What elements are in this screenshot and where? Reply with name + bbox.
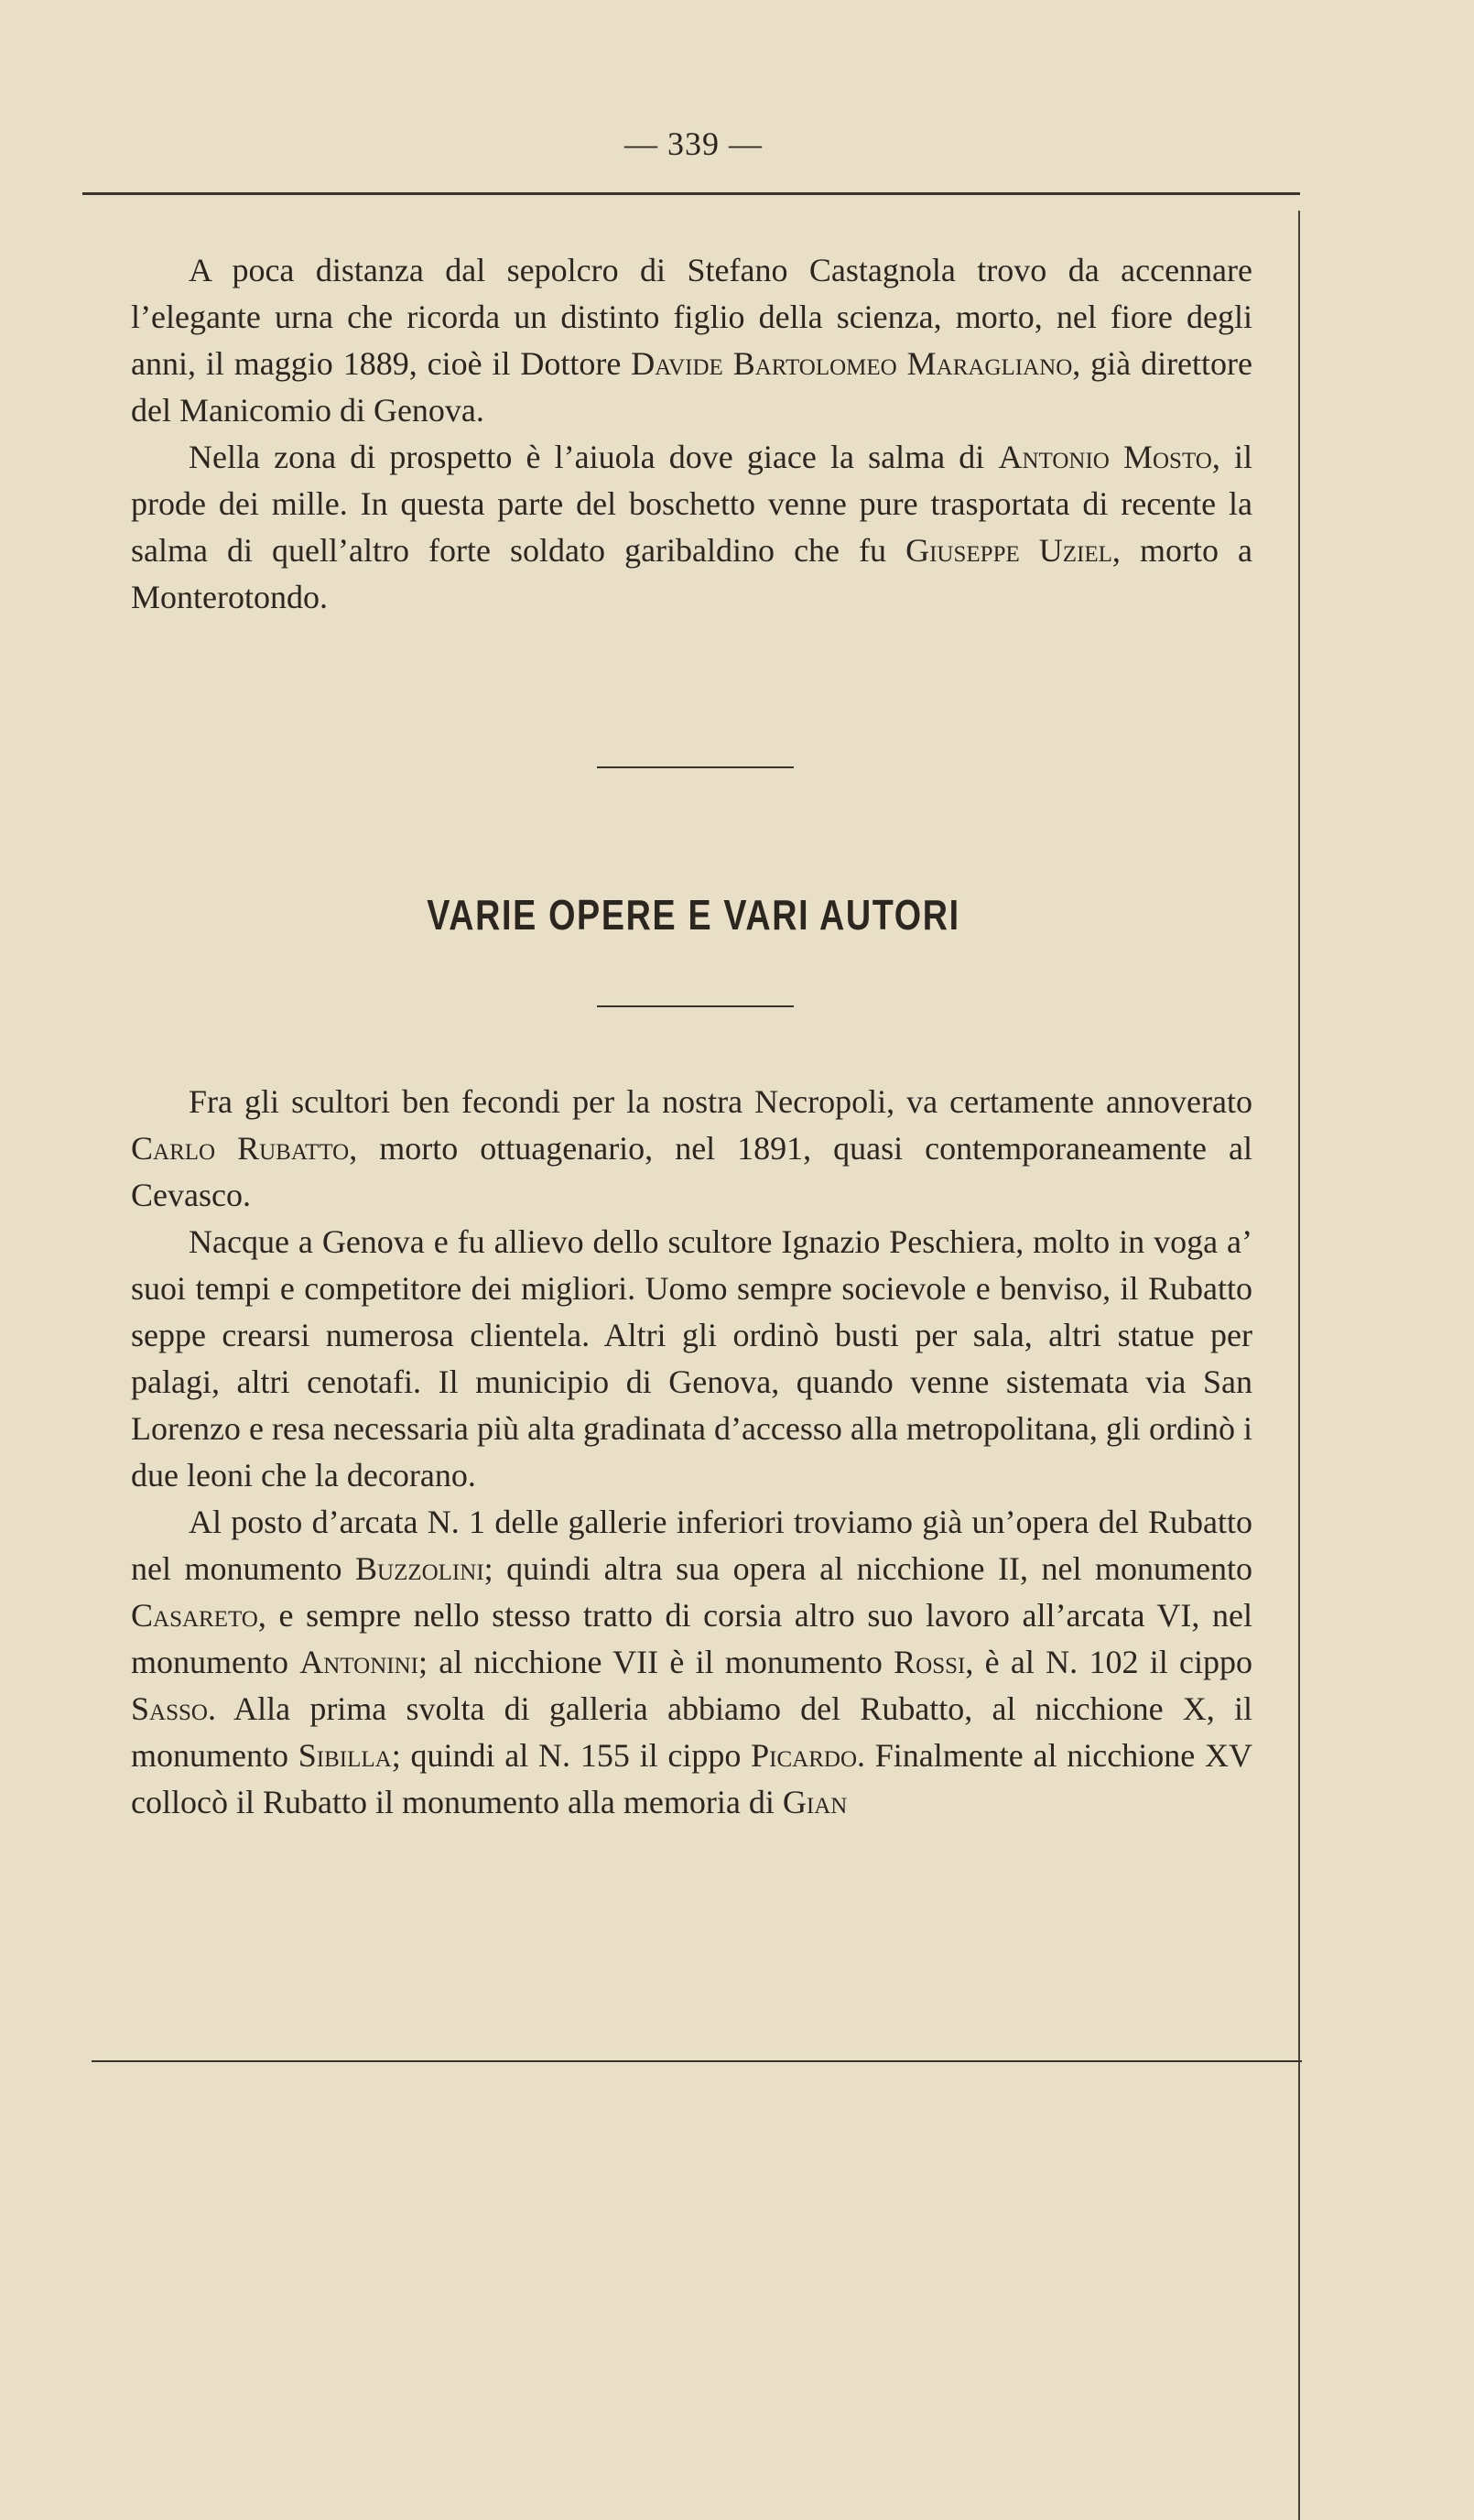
text-run: , e sempre nello stesso tratto di corsia altro suo lavoro all’arcata VI, nel monumento (131, 1597, 1252, 1680)
paragraph (131, 1219, 1252, 1499)
separator-rule-upper (597, 766, 794, 768)
text-run: . Finalmente al nicchione XV collocò il Rubatto il monumento alla memoria di (131, 1737, 1252, 1820)
text-run: , già direttore del Manicomio di Genova. (131, 345, 1253, 429)
text-run: ; quindi al N. 155 il cippo (391, 1737, 752, 1774)
proper-name: Casareto (131, 1597, 258, 1634)
text-run: A poca distanza dal sepolcro di Stefano Castagnola trovo da accennare l’elegante urna che ricorda un distinto figlio della scienza, morto, nel fiore degli anni, il maggio 1889, cioè il Dottore (131, 252, 1252, 382)
proper-name: Rossi (894, 1644, 966, 1680)
paragraph (131, 434, 1252, 621)
paragraph (131, 1499, 1252, 1826)
right-frame-rule (1298, 211, 1300, 2520)
section-1-text (131, 247, 1252, 621)
text-run: Al posto d’arcata N. 1 delle gallerie inferiori troviamo già un’opera del Rubatto nel monumento (131, 1504, 1252, 1587)
section-2-text (131, 1079, 1252, 1826)
proper-name: Giuseppe Uziel (905, 532, 1112, 569)
bottom-rule (92, 2060, 1302, 2062)
text-run: , morto a Monterotondo. (131, 532, 1252, 615)
proper-name: Picardo (751, 1737, 857, 1774)
page-number: — 339 — (624, 125, 763, 162)
text-run: , il prode dei mille. In questa parte del boschetto venne pure trasportata di recente la salma di quell’altro forte soldato garibaldino che fu (131, 439, 1253, 569)
proper-name: Buzzolini (355, 1550, 484, 1587)
paragraph (131, 247, 1252, 434)
proper-name: Carlo Rubatto (131, 1130, 350, 1167)
text-run: Fra gli scultori ben fecondi per la nostra Necropoli, va certamente annoverato (189, 1083, 1252, 1120)
text-run: , è al N. 102 il cippo (965, 1644, 1253, 1680)
separator-rule-lower (597, 1005, 794, 1007)
proper-name: Sibilla (298, 1737, 392, 1774)
proper-name: Antonini (299, 1644, 418, 1680)
proper-name: Sasso (131, 1690, 208, 1727)
section-heading: VARIE OPERE E VARI AUTORI (427, 891, 960, 939)
text-run: ; al nicchione VII è il monumento (417, 1644, 894, 1680)
proper-name: Davide Bartolomeo Maragliano (631, 345, 1073, 382)
text-run: Nella zona di prospetto è l’aiuola dove giace la salma di (189, 439, 999, 475)
proper-name: Gian (782, 1784, 848, 1820)
text-run: Nacque a Genova e fu allievo dello scultore Ignazio Peschiera, molto in voga a’ suoi tempi e competitore dei migliori. Uomo sempre socievole e benviso, il Rubatto seppe crearsi numerosa clientela. Altri gli ordinò busti per sala, altri statue per palagi, altri cenotafi. Il municipio di Genova, quando venne sistemata via San Lorenzo e resa necessaria più alta gradinata d’accesso alla metropolitana, gli ordinò i due leoni che la decorano. (131, 1223, 1252, 1494)
text-run: . Alla prima svolta di galleria abbiamo del Rubatto, al nicchione X, il monumento (131, 1690, 1252, 1774)
proper-name: Antonio Mosto (998, 439, 1212, 475)
text-run: , morto ottuagenario, nel 1891, quasi contemporaneamente al Cevasco. (131, 1130, 1253, 1213)
text-run: ; quindi altra sua opera al nicchione II, nel monumento (483, 1550, 1253, 1587)
paragraph (131, 1079, 1252, 1219)
top-rule (82, 192, 1300, 195)
